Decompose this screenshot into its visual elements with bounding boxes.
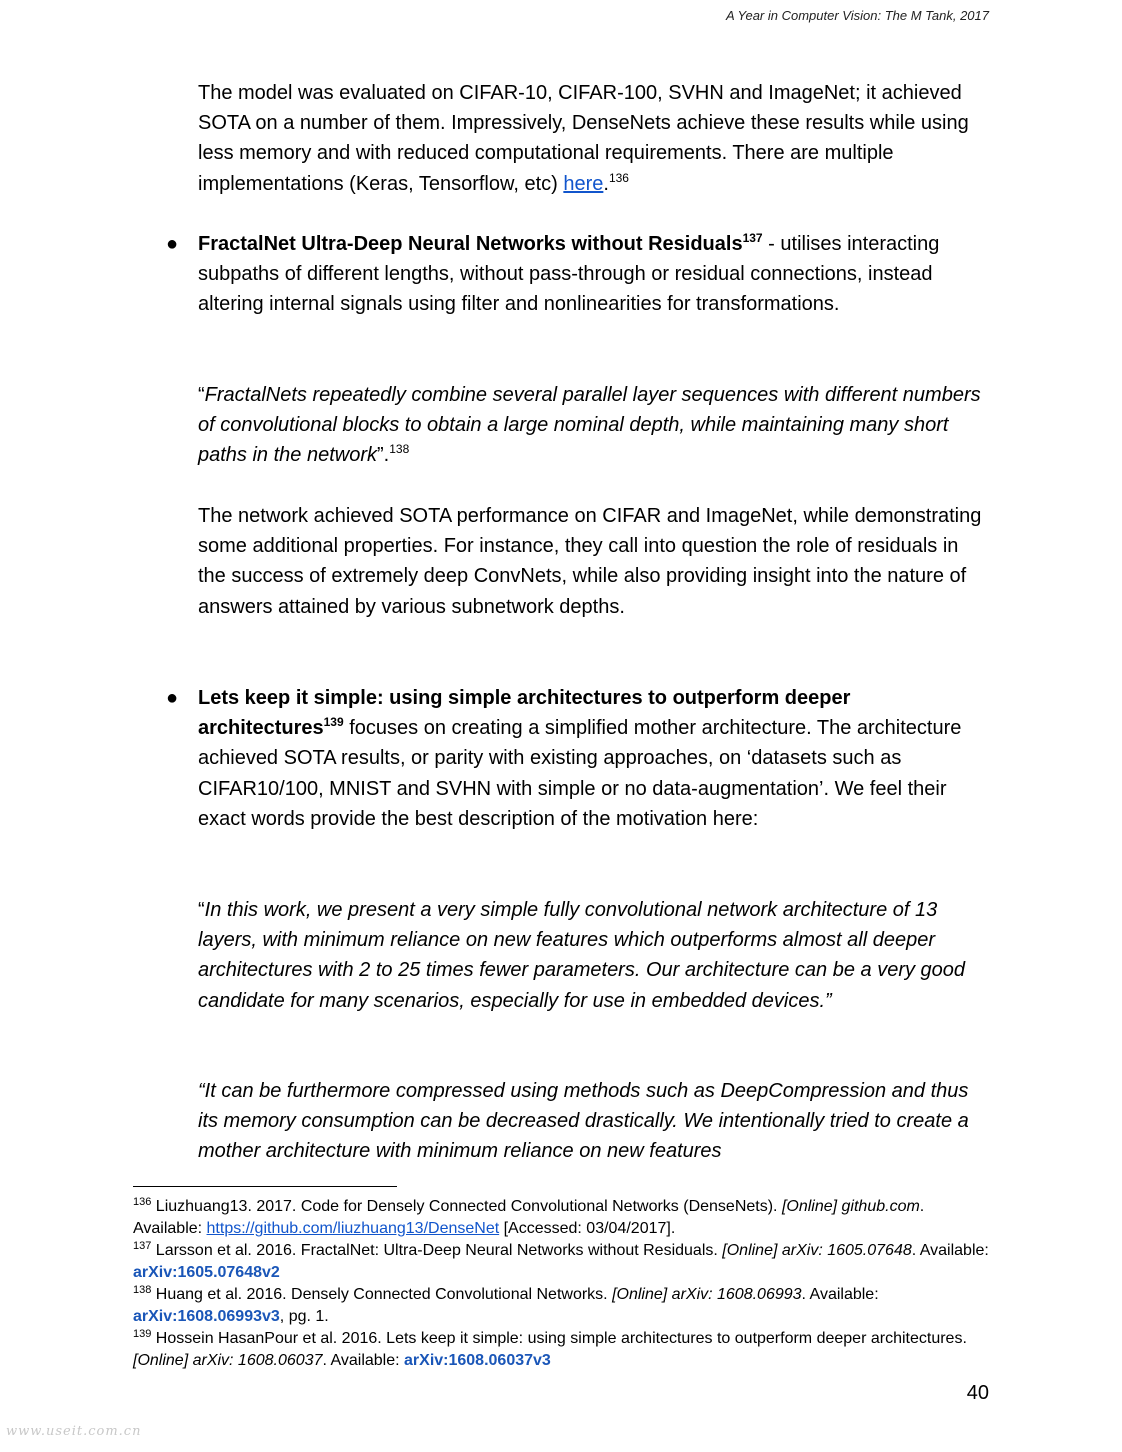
footnotes <box>133 1196 993 1372</box>
arxiv-link[interactable]: arXiv:1605.07648v2 <box>133 1264 280 1281</box>
bullet-icon: ● <box>166 687 179 709</box>
bullet-fractalnet <box>166 229 988 320</box>
intro-after-link: . <box>603 172 609 195</box>
bullet-simple-architectures <box>166 683 988 834</box>
intro-paragraph <box>198 78 988 199</box>
bullet-text: focuses on creating a simplified mother architecture. The architecture achieved SOTA results, or parity with existing approaches, on ‘datasets such as CIFAR10/100, MNIST and SVHN with simple or no data-augmentation’. We feel their exact words provide the best description of the motivation here: <box>198 717 962 830</box>
simple-quote-1 <box>198 895 988 1016</box>
arxiv-link[interactable]: arXiv:1608.06037v3 <box>404 1352 551 1369</box>
bullet-title: Lets keep it simple: using simple architectures to outperform deeper architectures <box>198 687 851 740</box>
footnote-137: $^{137}$ Larsson et al. 2016. FractalNet: Ultra-Deep Neural Networks without Residuals. [Online] arXiv: 1605.07648. Available: arXiv:1605.07648v2 <box>133 1240 989 1281</box>
quote-open: “ <box>198 899 205 921</box>
footnote-number: 137 <box>133 1240 152 1252</box>
footnote-link[interactable]: https://github.com/liuzhuang13/DenseNet <box>206 1220 500 1237</box>
quote-text: FractalNets repeatedly combine several parallel layer sequences with different numbers of convolutional blocks to obtain a large nominal depth, while maintaining many short paths in the network <box>198 384 981 467</box>
footnote-138: $^{138}$ Huang et al. 2016. Densely Connected Convolutional Networks. [Online] arXiv: 1608.06993. Available: arXiv:1608.06993v3, pg. 1. <box>133 1284 879 1325</box>
quote-close: ”. <box>377 444 390 467</box>
bullet-text: - utilises interacting subpaths of different lengths, without pass-through or residual connections, instead altering internal signals using filter and nonlinearities for transformations. <box>198 233 940 316</box>
here-link[interactable]: here <box>563 172 604 195</box>
running-header: A Year in Computer Vision: The M Tank, 2017 <box>725 8 989 23</box>
intro-text: The model was evaluated on CIFAR-10, CIFAR-100, SVHN and ImageNet; it achieved SOTA on a number of them. Impressively, DenseNets achieve these results while using less memory and with reduced computational requirements. There are multiple implementations (Keras, Tensorflow, etc) <box>198 82 969 195</box>
bullet-title: FractalNet Ultra-Deep Neural Networks without Residuals <box>198 233 743 255</box>
footnote-ref[interactable]: 136 <box>608 170 629 185</box>
simple-quote-2: “It can be furthermore compressed using methods such as DeepCompression and thus its memory consumption can be decreased drastically. We intentionally tried to create a mother architecture with minimum reliance on new features <box>198 1080 969 1163</box>
footnote-number: 139 <box>133 1328 152 1340</box>
fractalnet-quote <box>198 380 988 471</box>
footnote-ref[interactable]: 137 <box>742 231 763 245</box>
footnote-number: 138 <box>133 1284 152 1296</box>
footnote-ref[interactable]: 138 <box>389 442 410 457</box>
fractalnet-followup: The network achieved SOTA performance on CIFAR and ImageNet, while demonstrating some additional properties. For instance, they call into question the role of residuals in the success of extremely deep ConvNets, while also providing insight into the nature of answers attained by various subnetwork depths. <box>198 505 982 618</box>
quote-open: “ <box>198 384 205 406</box>
footnote-139: $^{139}$ Hossein HasanPour et al. 2016. Lets keep it simple: using simple architectures to outperform deeper architectures. [Online] arXiv: 1608.06037. Available: arXiv:1608.06037v3 <box>133 1328 967 1369</box>
quote-text: In this work, we present a very simple fully convolutional network architecture of 13 layers, with minimum reliance on new features which outperforms almost all deeper architectures with 2 to 25 times fewer parameters. Our architecture can be a very good candidate for many scenarios, especially for use in embedded devices.” <box>198 899 966 1012</box>
bullet-icon: ● <box>166 233 179 255</box>
arxiv-link[interactable]: arXiv:1608.06993v3 <box>133 1308 280 1325</box>
footnote-136: $^{136}$ Liuzhuang13. 2017. Code for Densely Connected Convolutional Networks (DenseNets). [Online] github.com. Available: https://github.com/liuzhuang13/DenseNet [Accessed: 03/04/2017]. <box>133 1196 925 1237</box>
footnote-ref[interactable]: 139 <box>323 715 344 730</box>
footnote-number: 136 <box>133 1196 152 1208</box>
page-number: 40 <box>966 1382 989 1404</box>
watermark: www.useit.com.cn <box>6 1424 142 1439</box>
footnote-divider <box>133 1186 397 1187</box>
